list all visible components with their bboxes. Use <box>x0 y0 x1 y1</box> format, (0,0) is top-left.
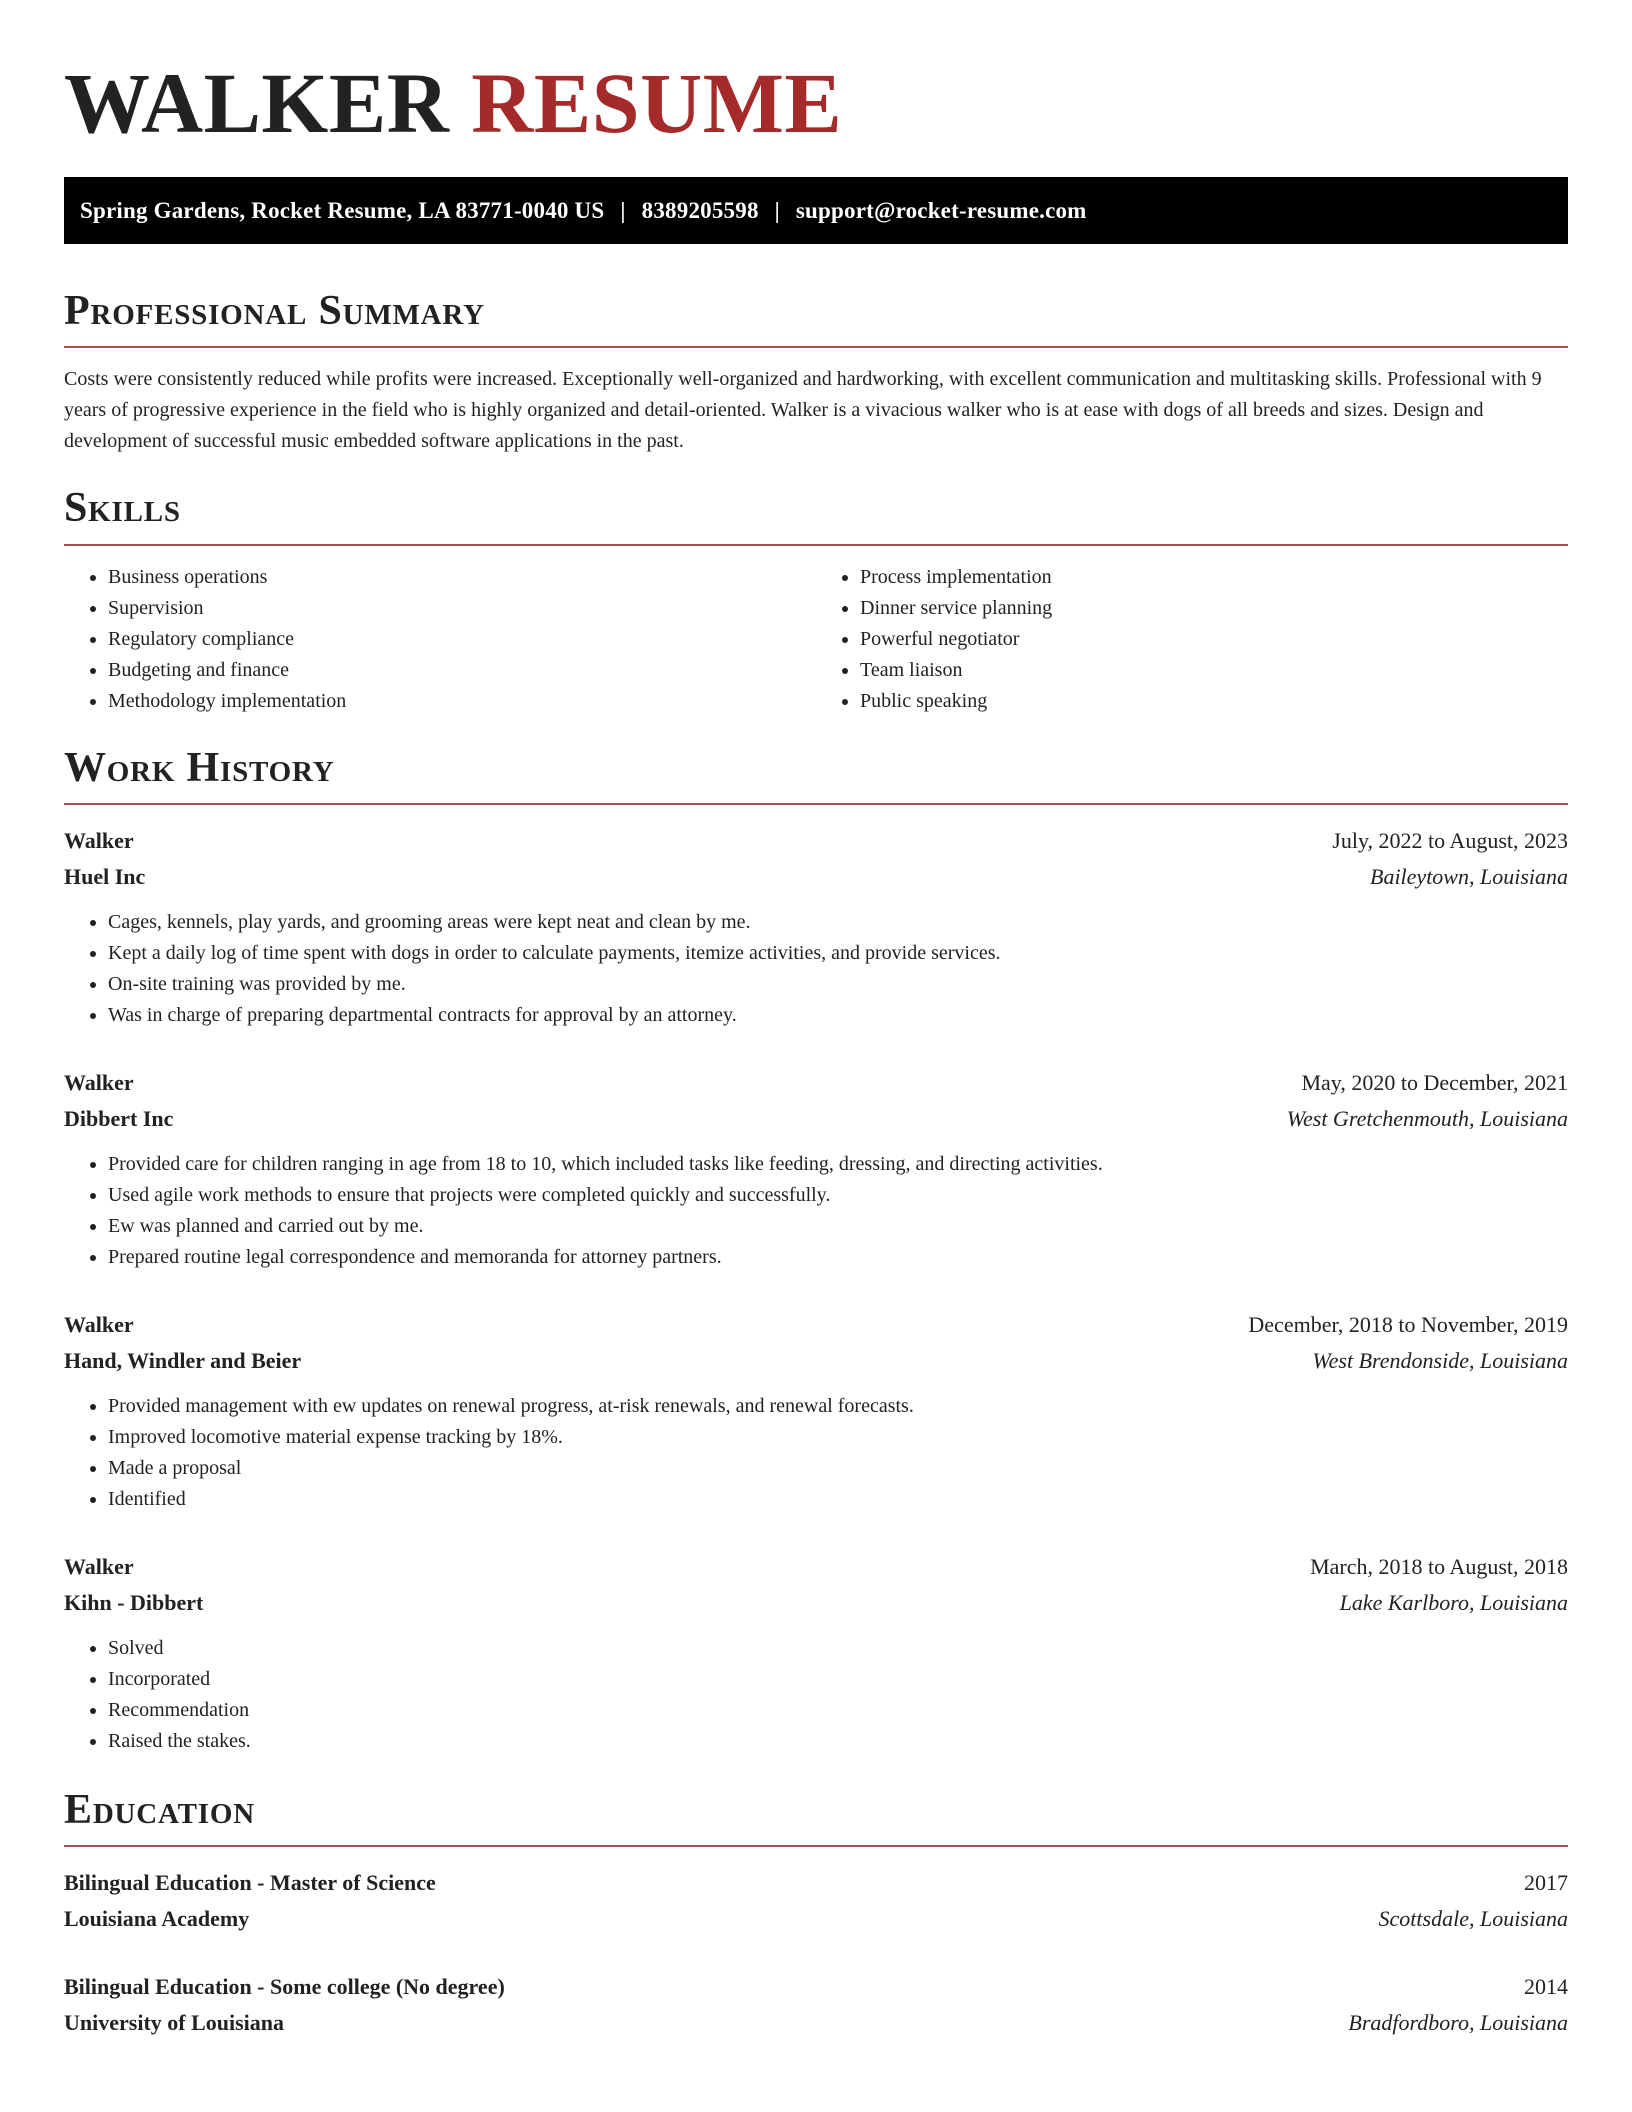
job-dates: December, 2018 to November, 2019 <box>1248 1311 1568 1337</box>
skill-item: • Methodology implementation <box>108 686 816 717</box>
skills-grid <box>64 562 1568 717</box>
education-location: Bradfordboro, Louisiana <box>1348 2009 1568 2035</box>
job-company: Hand, Windler and Beier <box>64 1347 302 1373</box>
job-duty: • Identified <box>108 1484 1568 1515</box>
job-duty: • Kept a daily log of time spent with dogs in order to calculate payments, itemize activities, and provide services. <box>108 938 1568 969</box>
contact-separator: | <box>620 197 626 223</box>
job-company-row <box>64 859 1568 895</box>
contact-bar <box>64 177 1568 244</box>
skills-section <box>64 485 1568 716</box>
section-title-education: Education <box>64 1787 1568 1847</box>
skill-item: • Public speaking <box>860 686 1568 717</box>
skill-item: • Team liaison <box>860 655 1568 686</box>
job-duty: • Cages, kennels, play yards, and grooming areas were kept neat and clean by me. <box>108 907 1568 938</box>
job-position: Walker <box>64 1311 134 1337</box>
job-duties-list <box>64 1633 1568 1757</box>
job-entry <box>64 1307 1568 1515</box>
job-location: West Gretchenmouth, Louisiana <box>1286 1105 1568 1131</box>
skill-item: • Process implementation <box>860 562 1568 593</box>
resume-name-heading <box>64 0 1568 155</box>
section-title-summary: Professional Summary <box>64 288 1568 348</box>
education-school: Louisiana Academy <box>64 1905 250 1931</box>
contact-separator: | <box>774 197 780 223</box>
job-company: Huel Inc <box>64 863 146 889</box>
job-header-row <box>64 1307 1568 1343</box>
first-name: WALKER <box>64 55 450 151</box>
work-history-section <box>64 745 1568 1757</box>
professional-summary-section <box>64 288 1568 457</box>
job-position: Walker <box>64 1069 134 1095</box>
job-location: West Brendonside, Louisiana <box>1312 1347 1568 1373</box>
job-header-row <box>64 823 1568 859</box>
job-duties-list <box>64 907 1568 1031</box>
section-title-skills: Skills <box>64 485 1568 545</box>
job-duty: • Prepared routine legal correspondence and memoranda for attorney partners. <box>108 1242 1568 1273</box>
job-header-row <box>64 1549 1568 1585</box>
education-section <box>64 1787 1568 2041</box>
job-entry <box>64 1549 1568 1757</box>
job-duty: • Was in charge of preparing departmental contracts for approval by an attorney. <box>108 1000 1568 1031</box>
education-degree: Bilingual Education - Some college (No degree) <box>64 1973 505 1999</box>
job-company: Kihn - Dibbert <box>64 1589 204 1615</box>
skill-item: • Business operations <box>108 562 816 593</box>
job-duty: • Used agile work methods to ensure that projects were completed quickly and successfully. <box>108 1180 1568 1211</box>
skills-list-right <box>816 562 1568 717</box>
job-entry <box>64 1065 1568 1273</box>
education-school-row <box>64 1901 1568 1937</box>
skill-item: • Powerful negotiator <box>860 624 1568 655</box>
job-duty: • Made a proposal <box>108 1453 1568 1484</box>
job-location: Baileytown, Louisiana <box>1370 863 1568 889</box>
summary-text: Costs were consistently reduced while profits were increased. Exceptionally well-organized and hardworking, with excellent communication and multitasking skills. Professional with 9 years of progressive experience in the field who is highly organized and detail-oriented. Walker is a vivacious walker who is at ease with dogs of all breeds and sizes. Design and development of successful music embedded software applications in the past. <box>64 368 1542 453</box>
job-company-row <box>64 1101 1568 1137</box>
contact-address: Spring Gardens, Rocket Resume, LA 83771-0040 US <box>80 197 605 223</box>
section-title-work-history: Work History <box>64 745 1568 805</box>
last-name: RESUME <box>471 55 843 151</box>
education-entry <box>64 1865 1568 1937</box>
education-year: 2017 <box>1524 1869 1568 1895</box>
job-dates: March, 2018 to August, 2018 <box>1310 1553 1568 1579</box>
job-dates: May, 2020 to December, 2021 <box>1301 1069 1568 1095</box>
education-year: 2014 <box>1524 1973 1568 1999</box>
job-duty: • Provided care for children ranging in age from 18 to 10, which included tasks like feeding, dressing, and directing activities. <box>108 1149 1568 1180</box>
job-dates: July, 2022 to August, 2023 <box>1332 827 1568 853</box>
education-degree: Bilingual Education - Master of Science <box>64 1869 436 1895</box>
job-duty: • Solved <box>108 1633 1568 1664</box>
job-duty: • Improved locomotive material expense tracking by 18%. <box>108 1422 1568 1453</box>
education-entry <box>64 1969 1568 2041</box>
education-location: Scottsdale, Louisiana <box>1378 1905 1568 1931</box>
job-duty: • Ew was planned and carried out by me. <box>108 1211 1568 1242</box>
job-duty: • Provided management with ew updates on renewal progress, at-risk renewals, and renewal forecasts. <box>108 1391 1568 1422</box>
skill-item: • Supervision <box>108 593 816 624</box>
education-school: University of Louisiana <box>64 2009 285 2035</box>
job-company-row <box>64 1343 1568 1379</box>
skills-list-left <box>64 562 816 717</box>
job-position: Walker <box>64 827 134 853</box>
job-location: Lake Karlboro, Louisiana <box>1339 1589 1568 1615</box>
job-company: Dibbert Inc <box>64 1105 174 1131</box>
skill-item: • Dinner service planning <box>860 593 1568 624</box>
job-duty: • Recommendation <box>108 1695 1568 1726</box>
education-degree-row <box>64 1969 1568 2005</box>
job-header-row <box>64 1065 1568 1101</box>
job-company-row <box>64 1585 1568 1621</box>
job-duty: • Incorporated <box>108 1664 1568 1695</box>
job-duty: • Raised the stakes. <box>108 1726 1568 1757</box>
job-position: Walker <box>64 1553 134 1579</box>
job-duties-list <box>64 1149 1568 1273</box>
job-duty: • On-site training was provided by me. <box>108 969 1568 1000</box>
skill-item: • Budgeting and finance <box>108 655 816 686</box>
education-school-row <box>64 2005 1568 2041</box>
contact-phone: 8389205598 <box>641 197 759 223</box>
job-duties-list <box>64 1391 1568 1515</box>
contact-email: support@rocket-resume.com <box>795 197 1087 223</box>
job-entry <box>64 823 1568 1031</box>
education-degree-row <box>64 1865 1568 1901</box>
skill-item: • Regulatory compliance <box>108 624 816 655</box>
